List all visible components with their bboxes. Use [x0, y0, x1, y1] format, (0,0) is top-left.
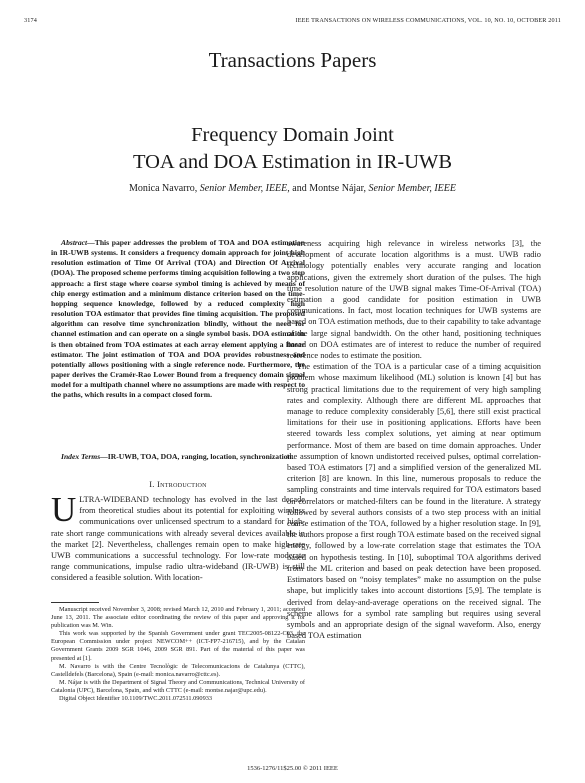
footnote-author-1: M. Navarro is with the Centre Tecnològic de Telecomunicacions de Catalunya (CTTC), Castelldefels (Barcelona), Spain (e-mail: monica.navarro@cttc.es). [51, 662, 305, 678]
footnote-manuscript: Manuscript received November 3, 2008; revised March 12, 2010 and February 1, 2011; accepted June 13, 2011. The associate editor coordinating the review of this paper and approving it for publication was M. Win. [51, 606, 305, 630]
intro-body-text: technology has evolved in the last decade from theoretical studies about its potential for exploiting wireless communications over unlicensed spectrum to a standard for high-rate short range communications with already several devices available in the market [2]. Nevertheless, challenges remain open to make high-rate UWB communications a successful technology. For low-rate moderate range communications, impulse radio ultra-wideband (IR-UWB) is still considered a feasible solution. With location- [51, 495, 305, 583]
title-line-2: TOA and DOA Estimation in IR-UWB [132, 151, 453, 173]
journal-header: IEEE TRANSACTIONS ON WIRELESS COMMUNICATIONS, VOL. 10, NO. 10, OCTOBER 2011 [295, 17, 561, 24]
author-1: Monica Navarro, [128, 183, 198, 194]
footnotes [51, 606, 305, 703]
abstract [51, 238, 305, 401]
author-2-role: Senior Member, IEEE [368, 183, 457, 194]
index-terms-label: Index Terms [61, 452, 101, 461]
title-line-1: Frequency Domain Joint [191, 124, 394, 146]
intro-heading [51, 480, 305, 489]
page-number: 3174 [24, 17, 37, 24]
right-column [287, 238, 541, 641]
intro-paragraph [51, 490, 305, 584]
abstract-label: Abstract [61, 238, 88, 247]
footnote-doi: Digital Object Identifier 10.1109/TWC.2011.072511.090933 [59, 695, 213, 703]
footnote-divider [51, 602, 99, 603]
intro-heading-text: Introduction [157, 480, 207, 489]
abstract-text: —This paper addresses the problem of TOA and DOA estimation in IR-UWB systems. It considers a frequency domain approach for joint high resolution estimation of Time Of Arrival (TOA) and Direction Of Arrival (DOA). The proposed scheme performs timing acquisition following a two step approach: a first stage where coarse symbol timing is achieved by means of chip energy estimation and a minimum distance criterion based on the time-hopping sequence knowledge, followed by a reduced complexity high resolution TOA estimator that provides fine timing acquisition. The proposed algorithm can resolve time synchronization blindly, without the need for channel estimation and can operate on a single symbol basis. DOA estimation is then obtained from TOA estimates at each array element applying a linear estimator. The joint estimation of TOA and DOA provides robustness and potentially allows positioning with a single reference node. Furthermore, the paper derives the Cramér-Rao Lower Bound from a frequency domain signal model for a multipath channel where no assumptions are made with respect to the paths, which results in a compact closed form. [51, 238, 305, 400]
intro-lead: LTRA-WIDEBAND [79, 495, 149, 504]
footnote-author-2: M. Nájar is with the Department of Signal Theory and Communications, Technical University of Catalonia (UPC), Barcelona, Spain, and with CTTC (e-mail: montse.najar@upc.edu). [51, 678, 305, 694]
author-2: and Montse Nájar, [292, 183, 367, 194]
drop-cap: U [51, 490, 77, 529]
author-1-role: Senior Member, IEEE, [199, 183, 290, 194]
intro-heading-number: I. [149, 480, 155, 489]
index-terms-text: —IR-UWB, TOA, DOA, ranging, location, synchronization. [100, 452, 294, 461]
footnote-funding: This work was supported by the Spanish Government under grant TEC2005-08122-C03, the European Commission under project NEWCOM++ (ICT-FP7-216715), and by the Catalan Government Grants 2009 SGR 1046, 2009 SGR 891. Part of the material of this paper was presented at [1]. [51, 630, 305, 662]
paper-title [0, 122, 585, 176]
index-terms [51, 452, 305, 462]
author-line [0, 183, 585, 194]
right-paragraph-1: awareness acquiring high relevance in wireless networks [3], the development of accurate location algorithms is a must. UWB radio technology potentially enables very accurate ranging and location applications, given the extremely short duration of the pulses. The high time resolution nature of the UWB signal makes Time-Of-Arrival (TOA) estimation a good candidate for position estimation in UWB communications. In fact, most location techniques for UWB systems are based on TOA estimation methods, due to their capability to take advantage of the large signal bandwidth. On the other hand, positioning techniques based on DOA estimates are of interest to reduce the number of required reference nodes to estimate the position. [287, 239, 541, 361]
right-paragraph-2: The estimation of the TOA is a particular case of a timing acquisition problem whose maximum likelihood (ML) solution is known [4] but has strong practical limitations due to the requirement of very high sampling rates and complexity. Although there are different ML approaches that manage to reduce complexity considerably [5,6], there still exist practical limitations for their use in positioning applications. Efforts have been steered towards less complex solutions, yet aiming at near optimum performance. Most of them are based on time domain approaches. Under the assumption of known undistorted received pulses, optimal correlation-based TOA estimators [7] and a simplified version of the generalized ML criterion [8] are known. In this line, numerous proposals to reduce the sampling constraints and time intervals required for TOA estimators based on correlators or matched-filters can be found in the literature. A strategy followed by several authors consists of a two step process with an initial coarse estimation of the TOA, followed by a higher resolution stage. In [9], the authors propose a first rough TOA estimate based on the received signal energy, followed by a low-rate correlation stage that estimates the TOA based on hypothesis testing. In [10], suboptimal TOA algorithms derived from the ML criterion and based on peak detection have been proposed. Estimators based on “noisy templates” make no assumption on the pulse shape, but implicitly takes into account distortions [5,9]. The template is derived from delay-and-average operations on the received signal. The scheme allows for a symbol rate sampling but requires using several symbols and an appropriate design of the signal waveform. Also, energy based TOA estimation [287, 362, 541, 641]
copyright-footer: 1536-1276/11$25.00 © 2011 IEEE [247, 765, 338, 772]
section-title: Transactions Papers [208, 48, 377, 72]
